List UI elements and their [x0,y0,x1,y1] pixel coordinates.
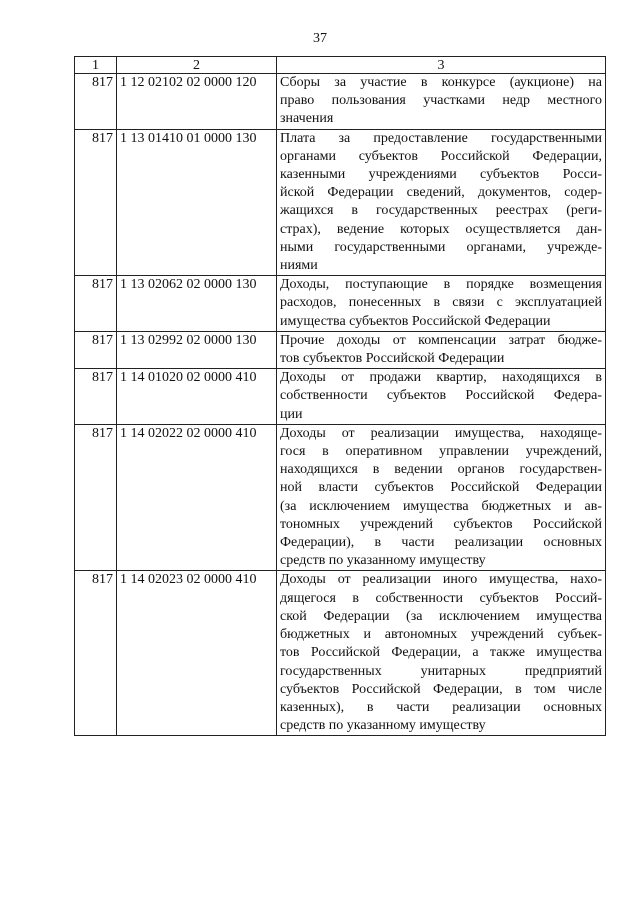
table-row [75,424,606,571]
column-header-1: 1 [75,57,117,74]
description-line: Сборы за участие в конкурсе (аукционе) на [280,75,602,90]
revenue-description-cell [277,331,606,368]
description-line: Федерации), в части реализации основных [280,535,602,551]
description-line: Доходы от реализации имущества, находяще- [280,425,602,441]
description-line: субъектов Российской Федерации, в том числе [280,681,602,697]
description-line: Доходы от продажи квартир, находящихся в [280,370,602,386]
revenue-description-cell [277,424,606,571]
revenue-code-cell: 1 14 01020 02 0000 410 [117,369,277,425]
description-line: тов Российской Федерации, а также имущества [280,645,602,661]
revenue-code-cell: 1 13 02992 02 0000 130 [117,331,277,368]
header-row [75,57,606,74]
description-line: жащихся в государственных реестрах (реги- [280,203,602,219]
description-line: ции [280,406,303,422]
description-line: средств по указанному имуществу [280,553,486,569]
description-line: Плата за предоставление государственными [280,130,602,146]
description-line: Доходы, поступающие в порядке возмещения [280,277,602,293]
admin-code-cell: 817 [75,74,117,130]
description-line: ной власти субъектов Российской Федерации [280,480,602,496]
revenue-classification-table [74,56,606,736]
description-line: ными государственными органами, учрежде- [280,239,602,255]
table-row [75,571,606,736]
description-line: находящихся в ведении органов государствен- [280,462,602,478]
description-line: казенных), в части реализации основных [280,699,602,715]
revenue-code-cell: 1 12 02102 02 0000 120 [117,74,277,130]
table-row [75,369,606,425]
page-number: 37 [313,31,327,46]
description-line: расходов, понесенных в связи с эксплуатацией [280,295,602,311]
revenue-description-cell [277,571,606,736]
revenue-code-cell: 1 14 02023 02 0000 410 [117,571,277,736]
admin-code-cell: 817 [75,369,117,425]
description-line: Доходы от реализации иного имущества, нахо- [280,572,602,588]
description-line: имущества субъектов Российской Федерации [280,313,551,329]
admin-code-cell: 817 [75,276,117,332]
table-body [75,74,606,736]
description-line: гося в оперативном управлении учреждений, [280,444,602,460]
description-line: йской Федерации сведений, документов, содер- [280,185,602,201]
admin-code-cell: 817 [75,129,117,276]
column-header-2: 2 [117,57,277,74]
revenue-code-cell: 1 13 01410 01 0000 130 [117,129,277,276]
table-row [75,74,606,130]
description-line: казенными учреждениями субъектов Росси- [280,167,602,183]
description-line: тов субъектов Российской Федерации [280,351,505,367]
description-line: бюджетных и автономных учреждений субъек- [280,627,602,643]
description-line: собственности субъектов Российской Федера- [280,388,602,404]
description-line: ниями [280,258,318,274]
revenue-code-cell: 1 13 02062 02 0000 130 [117,276,277,332]
description-line: тономных учреждений субъектов Российской [280,516,602,532]
admin-code-cell: 817 [75,571,117,736]
table-row [75,331,606,368]
admin-code-cell: 817 [75,424,117,571]
revenue-description-cell [277,74,606,130]
description-line: дящегося в собственности субъектов Россий- [280,590,602,606]
table-row [75,276,606,332]
revenue-description-cell [277,369,606,425]
description-line: право пользования участками недр местного [280,93,602,109]
table-header [75,57,606,74]
description-line: средств по указанному имуществу [280,718,486,734]
column-header-3: 3 [277,57,606,74]
description-line: Прочие доходы от компенсации затрат бюдже- [280,332,602,348]
description-line: органами субъектов Российской Федерации, [280,148,602,164]
description-line: (за исключением имущества бюджетных и ав- [280,498,602,514]
table-row [75,129,606,276]
description-line: ской Федерации (за исключением имущества [280,608,602,624]
description-line: государственных унитарных предприятий [280,663,602,679]
revenue-description-cell [277,276,606,332]
description-line: значения [280,111,334,127]
description-line: страх), ведение которых осуществляется дан- [280,221,602,237]
revenue-description-cell [277,129,606,276]
revenue-code-cell: 1 14 02022 02 0000 410 [117,424,277,571]
admin-code-cell: 817 [75,331,117,368]
